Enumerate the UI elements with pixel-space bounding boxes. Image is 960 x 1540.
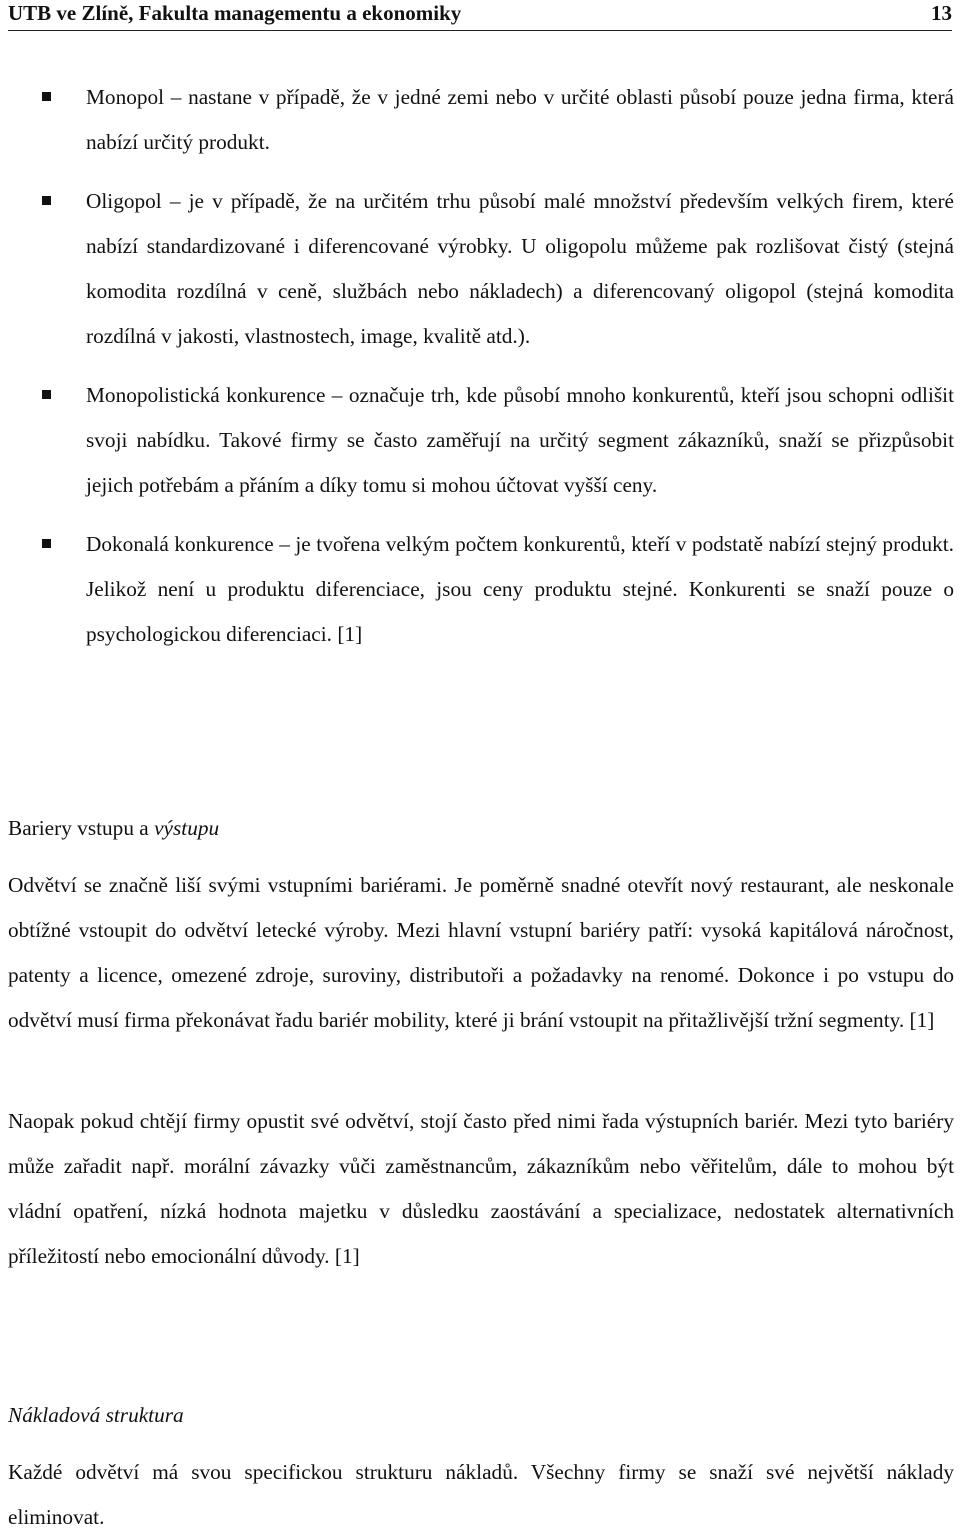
- list-item-monopolistic-competition: [0, 373, 960, 508]
- heading-text-italic: výstupu: [154, 816, 220, 840]
- list-item-text: Monopolistická konkurence – označuje trh, kde působí mnoho konkurentů, kteří jsou schopni odlišit svoji nabídku. Takové firmy se často zaměřují na určitý segment zákazníků, snaží se přizpůsobit jejich potřebám a přáním a díky tomu si mohou účtovat vyšší ceny.: [86, 383, 954, 497]
- paragraph-exit-barriers: Naopak pokud chtějí firmy opustit své odvětví, stojí často před nimi řada výstupních bariér. Mezi tyto bariéry může zařadit např. morální závazky vůči zaměstnancům, zákazníkům nebo věřitelům, dále to mohou být vládní opatření, nízká hodnota majetku v důsledku zaostávání a specializace, nedostatek alternativních příležitostí nebo emocionální důvody. [1]: [8, 1109, 954, 1268]
- list-item-text: Oligopol – je v případě, že na určitém trhu působí malé množství především velkých firem, které nabízí standardizované i diferencované výrobky. U oligopolu můžeme pak rozlišovat čistý (stejná komodita rozdílná v ceně, službách nebo nákladech) a diferencovaný oligopol (stejná komodita rozdílná v jakosti, vlastnostech, image, kvalitě atd.).: [86, 189, 954, 348]
- market-types-list: [0, 75, 960, 657]
- list-item-oligopoly: [0, 179, 960, 359]
- list-item-text: Dokonalá konkurence – je tvořena velkým počtem konkurentů, kteří v podstatě nabízí stejný produkt. Jelikož není u produktu diferenciace, jsou ceny produktu stejné. Konkurenti se snaží pouze o psychologickou diferenciaci. [1]: [86, 532, 954, 646]
- section-heading-cost-structure: Nákladová struktura: [8, 1403, 184, 1427]
- square-bullet-icon: [42, 390, 51, 399]
- square-bullet-icon: [42, 196, 51, 205]
- square-bullet-icon: [42, 92, 51, 101]
- header-title: UTB ve Zlíně, Fakulta managementu a ekonomiky: [8, 1, 462, 25]
- paragraph-cost-structure: Každé odvětví má svou specifickou strukturu nákladů. Všechny firmy se snaží své největší náklady eliminovat.: [8, 1460, 954, 1529]
- square-bullet-icon: [42, 539, 51, 548]
- section-heading-barriers: [8, 816, 219, 841]
- list-item-text: Monopol – nastane v případě, že v jedné zemi nebo v určité oblasti působí pouze jedna firma, která nabízí určitý produkt.: [86, 85, 954, 154]
- page-header: [8, 0, 952, 31]
- heading-text: Bariery vstupu a: [8, 816, 155, 840]
- list-item-monopoly: [0, 75, 960, 165]
- list-item-perfect-competition: [0, 522, 960, 657]
- page-number: 13: [931, 1, 952, 25]
- paragraph-entry-barriers: Odvětví se značně liší svými vstupními bariérami. Je poměrně snadné otevřít nový restaurant, ale neskonale obtížné vstoupit do odvětví letecké výroby. Mezi hlavní vstupní bariéry patří: vysoká kapitálová náročnost, patenty a licence, omezené zdroje, suroviny, distributoři a požadavky na renomé. Dokonce i po vstupu do odvětví musí firma překonávat řadu bariér mobility, které ji brání vstoupit na přitažlivější tržní segmenty. [1]: [8, 873, 954, 1032]
